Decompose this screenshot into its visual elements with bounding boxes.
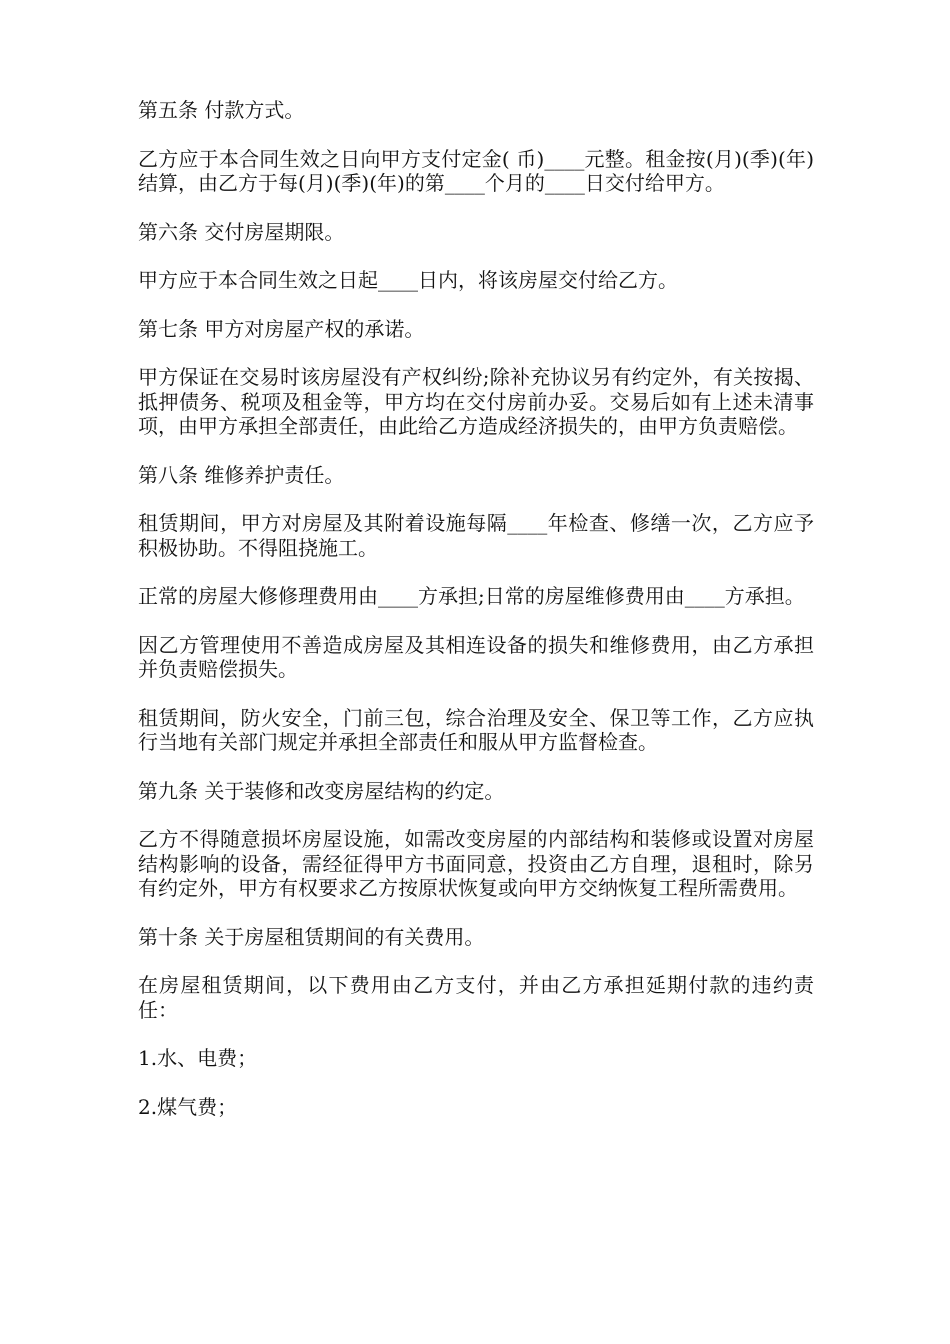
article-10-heading: 第十条 关于房屋租赁期间的有关费用。 (138, 924, 485, 949)
article-8-body-inspection: 租赁期间，甲方对房屋及其附着设施每隔____年检查、修缮一次，乙方应予积极协助。不得阻挠施工。 (138, 511, 814, 560)
article-5-heading: 第五条 付款方式。 (138, 98, 305, 122)
article-9-body: 乙方不得随意损坏房屋设施，如需改变房屋的内部结构和装修或设置对房屋结构影响的设备，需经征得甲方书面同意，投资由乙方自理，退租时，除另有约定外，甲方有权要求乙方按原状恢复或向甲方交纳恢复工程所需费用。 (138, 827, 814, 900)
article-7-heading: 第七条 甲方对房屋产权的承诺。 (138, 316, 425, 341)
article-9-heading: 第九条 关于装修和改变房屋结构的约定。 (138, 778, 505, 803)
article-6-heading: 第六条 交付房屋期限。 (138, 219, 345, 244)
article-8-body-safety: 租赁期间，防火安全，门前三包，综合治理及安全、保卫等工作，乙方应执行当地有关部门规定并承担全部责任和服从甲方监督检查。 (138, 705, 814, 754)
list-item: 2.煤气费； (138, 1094, 238, 1119)
list-item: 1.水、电费； (138, 1046, 258, 1070)
article-5-body: 乙方应于本合同生效之日向甲方支付定金( 币)____元整。租金按(月)(季)(年)结算，由乙方于每(月)(季)(年)的第____个月的____日交付给甲方。 (138, 146, 814, 195)
article-7-body: 甲方保证在交易时该房屋没有产权纠纷;除补充协议另有约定外，有关按揭、抵押债务、税项及租金等，甲方均在交付房前办妥。交易后如有上述未清事项，由甲方承担全部责任，由此给乙方造成经济损失的，由甲方负责赔偿。 (138, 365, 814, 438)
article-8-body-damage: 因乙方管理使用不善造成房屋及其相连设备的损失和维修费用，由乙方承担并负责赔偿损失。 (138, 632, 814, 681)
article-6-body: 甲方应于本合同生效之日起____日内，将该房屋交付给乙方。 (138, 268, 678, 292)
article-8-body-repair-costs: 正常的房屋大修修理费用由____方承担;日常的房屋维修费用由____方承担。 (138, 584, 805, 608)
document-page (138, 98, 814, 1143)
article-10-body: 在房屋租赁期间，以下费用由乙方支付，并由乙方承担延期付款的违约责任： (138, 973, 814, 1022)
article-8-heading: 第八条 维修养护责任。 (138, 462, 345, 487)
